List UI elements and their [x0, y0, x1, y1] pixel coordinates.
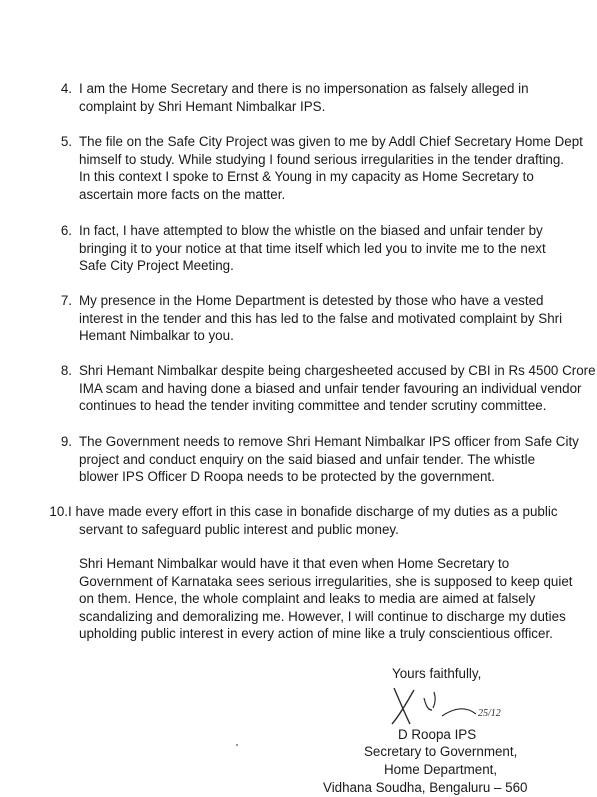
address: Vidhana Soudha, Bengaluru – 560 — [323, 780, 528, 795]
point-number: 10. — [49, 504, 68, 519]
closing-paragraph-line: Shri Hemant Nimbalkar would have it that even when Home Secretary to — [79, 556, 510, 571]
handwritten-date: 25/12 — [478, 708, 501, 719]
point-line: IMA scam and having done a biased and unfair tender favouring an individual vendor — [79, 380, 582, 396]
point-line: ascertain more facts on the matter. — [79, 186, 286, 202]
point-line: bringing it to your notice at that time itself which led you to invite me to the next — [79, 240, 546, 256]
point-line: servant to safeguard public interest and public money. — [79, 521, 399, 537]
point-line: I am the Home Secretary and there is no impersonation as falsely alleged in — [79, 81, 529, 96]
point-number: 7. — [60, 293, 72, 308]
point-number: 8. — [60, 363, 72, 378]
point-line: The file on the Safe City Project was given to me by Addl Chief Secretary Home Dept — [79, 134, 583, 149]
point-number: 9. — [60, 434, 72, 449]
handwritten-signature — [380, 680, 520, 730]
closing-paragraph-line: Government of Karnataka sees serious irregularities, she is supposed to keep quiet — [79, 573, 573, 589]
point-number: 6. — [60, 223, 72, 238]
closing-paragraph-line: on them. Hence, the whole complaint and leaks to media are aimed at falsely — [79, 591, 536, 606]
point-number: 4. — [60, 81, 72, 96]
closing-paragraph-line: scandalizing and demoralizing me. However, I will continue to discharge my duties — [79, 608, 566, 624]
point-number: 5. — [60, 134, 72, 149]
signatory-name: D Roopa IPS — [398, 727, 477, 742]
point-line: In fact, I have attempted to blow the whistle on the biased and unfair tender by — [79, 223, 543, 238]
point-line: interest in the tender and this has led to the false and motivated complaint by Shri — [79, 310, 563, 326]
point-line: Hemant Nimbalkar to you. — [79, 328, 234, 343]
point-line: Shri Hemant Nimbalkar despite being chargesheeted accused by CBI in Rs 4500 Crore — [79, 363, 596, 378]
closing-paragraph-line: upholding public interest in every action of mine like a truly conscientious officer. — [79, 626, 553, 641]
point-line: In this context I spoke to Ernst & Young in my capacity as Home Secretary to — [79, 169, 534, 184]
salutation: Yours faithfully, — [392, 666, 482, 681]
point-line: The Government needs to remove Shri Hemant Nimbalkar IPS officer from Safe City — [79, 434, 579, 449]
point-line: I have made every effort in this case in bonafide discharge of my duties as a public — [68, 504, 558, 519]
point-line: project and conduct enquiry on the said biased and unfair tender. The whistle — [79, 451, 536, 467]
point-line: Safe City Project Meeting. — [79, 258, 234, 273]
point-line: blower IPS Officer D Roopa needs to be protected by the government. — [79, 469, 495, 484]
point-line: continues to head the tender inviting committee and tender scrutiny committee. — [79, 398, 547, 413]
point-line: complaint by Shri Hemant Nimbalkar IPS. — [79, 98, 326, 114]
scan-speck — [236, 744, 238, 746]
point-line: My presence in the Home Department is detested by those who have a vested — [79, 293, 544, 308]
department: Home Department, — [384, 762, 498, 777]
point-line: himself to study. While studying I found serious irregularities in the tender drafting. — [79, 151, 565, 167]
designation: Secretary to Government, — [364, 744, 518, 759]
